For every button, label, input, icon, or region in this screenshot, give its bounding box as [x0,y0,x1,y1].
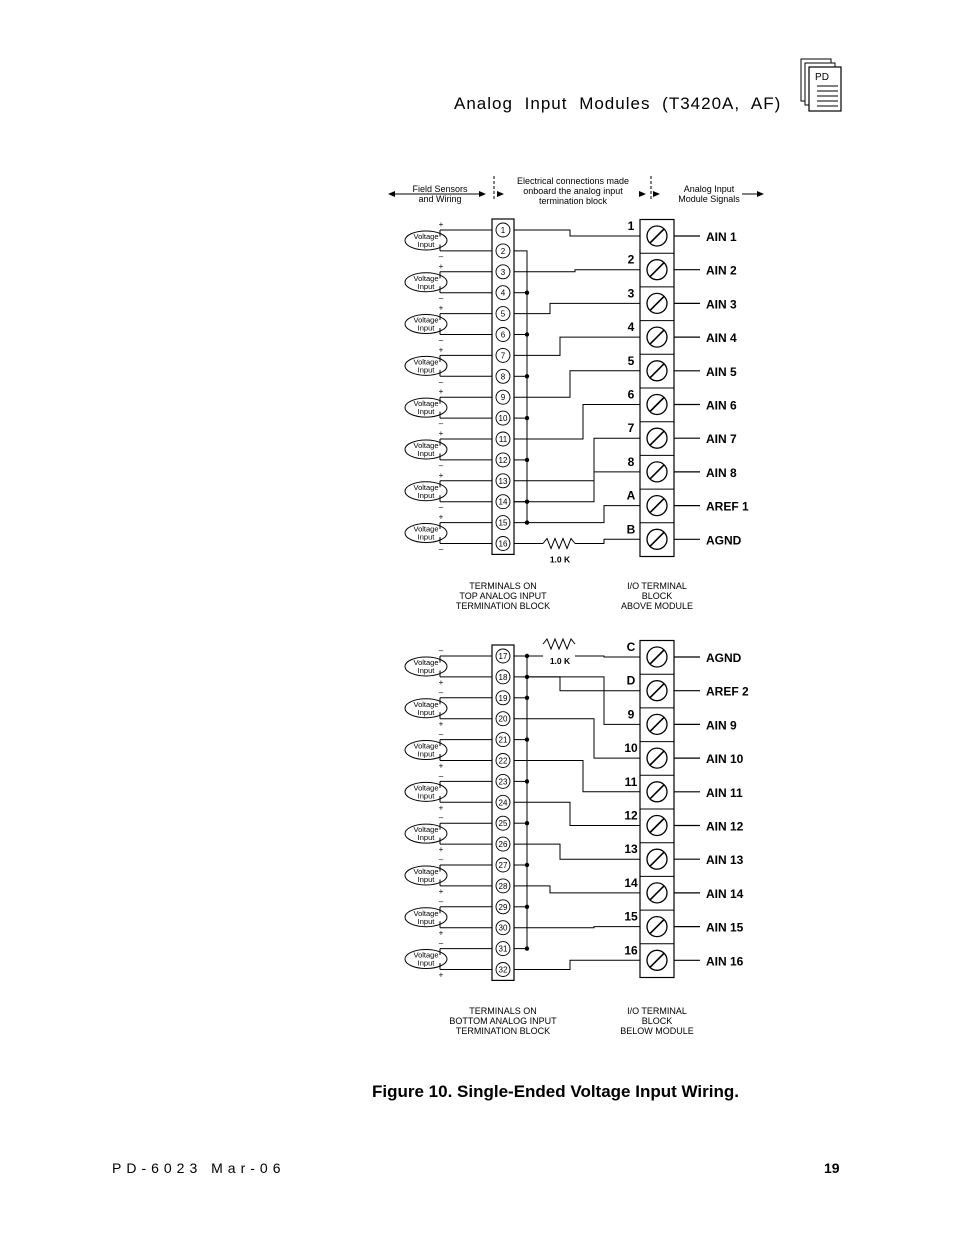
wire [514,230,640,236]
sensor-label-2: Input [417,791,435,801]
terminal-number: 1 [500,226,506,235]
module-signal-label: AIN 15 [706,920,744,935]
polarity-mark: + [438,886,444,896]
polarity-mark: – [438,729,444,739]
io-terminal-letter: A [626,488,636,503]
top-left-caption-3: TERMINATION BLOCK [455,601,551,611]
polarity-mark: + [438,345,444,355]
terminal-number: 31 [498,944,508,954]
terminal-number: 18 [498,672,508,682]
module-signal-label: AIN 5 [706,364,737,379]
polarity-mark: + [438,803,444,813]
sensor-label-2: Input [417,407,435,417]
polarity-mark: + [438,845,444,855]
terminal-number: 28 [498,881,508,891]
polarity-mark: – [438,646,444,655]
polarity-mark: – [438,502,444,512]
sensor-label-2: Input [417,365,435,375]
junction-dot [525,374,529,378]
bottom-left-caption-1: TERMINALS ON [469,1006,537,1016]
resistor-label: 1.0 K [549,554,571,565]
terminal-number: 20 [498,714,508,724]
terminal-number: 13 [498,476,508,486]
polarity-mark: – [438,771,444,781]
sensor-label-2: Input [417,532,435,542]
polarity-mark: + [438,387,444,397]
top-left-caption-1: TERMINALS ON [469,581,537,591]
wire [575,539,640,543]
sensor-label-1: Voltage [413,908,439,918]
sensor-label-1: Voltage [413,273,439,283]
sensor-label-2: Input [417,874,435,884]
terminal-number: 19 [498,693,508,703]
terminal-number: 21 [498,735,508,745]
junction-dot [525,737,529,741]
terminal-number: 7 [500,351,506,361]
terminal-number: 16 [498,539,508,549]
module-signal-label: AIN 16 [706,954,744,969]
sensor-label-1: Voltage [413,741,439,751]
region-label-onboard-3: termination block [538,196,608,206]
top-right-caption-2: BLOCK [641,591,673,601]
bottom-right-caption-3: BELOW MODULE [620,1026,694,1036]
module-signal-label: AIN 12 [706,819,744,834]
sensor-label-2: Input [417,490,435,500]
sensor-label-1: Voltage [413,399,439,409]
top-left-caption-2: TOP ANALOG INPUT [459,591,547,601]
terminal-number: 8 [500,372,506,382]
region-label-signals-2: Module Signals [678,194,740,204]
terminal-number: 17 [498,652,508,661]
io-terminal-letter: B [626,522,636,537]
sensor-label-1: Voltage [413,866,439,876]
polarity-mark: + [438,928,444,938]
polarity-mark: – [438,813,444,823]
wire [514,761,640,792]
io-terminal-letter: 7 [627,421,635,436]
wire [514,303,640,313]
junction-dot [525,863,529,867]
io-terminal-letter: D [626,673,636,688]
polarity-mark: + [438,220,444,229]
module-signal-label: AGND [706,533,742,548]
region-label-onboard-2: onboard the analog input [523,186,623,196]
wire [514,405,640,440]
resistor [543,639,575,649]
wire [514,438,640,481]
module-signal-label: AREF 1 [706,499,749,514]
sensor-label-2: Input [417,833,435,843]
sensor-label-1: Voltage [413,440,439,450]
polarity-mark: + [438,303,444,313]
polarity-mark: – [438,293,444,303]
wire [514,844,640,859]
module-signal-label: AIN 10 [706,752,744,767]
sensor-label-2: Input [417,239,435,249]
polarity-mark: – [438,335,444,345]
wire [514,472,640,502]
figure-caption: Figure 10. Single-Ended Voltage Input Wiring. [372,1082,739,1101]
io-terminal-letter: 11 [624,774,638,789]
terminal-number: 9 [500,393,506,403]
junction-dot [525,520,529,524]
terminal-number: 26 [498,840,508,850]
junction-dot [525,696,529,700]
polarity-mark: + [438,470,444,480]
terminal-number: 22 [498,756,508,766]
wire [527,677,640,691]
io-terminal-letter: 1 [627,219,635,233]
terminal-number: 11 [498,435,508,444]
top-right-caption-3: ABOVE MODULE [620,601,694,611]
module-signal-label: AIN 7 [706,432,737,447]
terminal-number: 24 [498,798,508,808]
resistor [543,539,575,549]
io-terminal-letter: 2 [627,252,635,267]
module-signal-label: AIN 13 [706,853,744,868]
region-label-signals-1: Analog Input [683,184,735,194]
io-terminal-letter: 14 [624,875,638,890]
io-terminal-letter: 12 [624,808,638,823]
sensor-label-1: Voltage [413,657,439,667]
polarity-mark: – [438,938,444,948]
region-label-field-2: and Wiring [418,194,462,204]
terminal-number: 29 [498,902,508,912]
sensor-label-1: Voltage [413,482,439,492]
wire [514,677,640,725]
sensor-label-2: Input [417,916,435,926]
module-signal-label: AIN 1 [706,230,737,244]
sensor-label-1: Voltage [413,524,439,534]
junction-dot [525,675,529,679]
terminal-number: 15 [498,518,508,528]
junction-dot [525,821,529,825]
terminal-number: 27 [498,861,508,870]
wire [514,960,640,969]
wire [514,927,640,928]
polarity-mark: – [438,896,444,906]
junction-dot [525,291,529,295]
polarity-mark: + [438,677,444,687]
terminal-number: 4 [500,288,506,298]
terminal-number: 14 [498,497,508,507]
wire [514,371,640,397]
polarity-mark: – [438,377,444,387]
junction-dot [525,416,529,420]
polarity-mark: + [438,719,444,729]
sensor-label-2: Input [417,749,435,759]
polarity-mark: – [438,855,444,864]
junction-dot [525,905,529,909]
region-label-field-1: Field Sensors [412,184,468,194]
module-signal-label: AIN 9 [706,718,737,733]
bottom-right-caption-2: BLOCK [641,1016,673,1026]
io-terminal-letter: 16 [624,943,638,958]
terminal-number: 12 [498,455,508,465]
bottom-left-caption-3: TERMINATION BLOCK [455,1026,551,1036]
io-terminal-letter: 8 [627,454,635,469]
terminal-number: 32 [498,965,508,975]
module-signal-label: AIN 8 [706,465,737,480]
io-terminal-letter: 13 [624,842,638,857]
bottom-right-caption-1: I/O TERMINAL [627,1006,687,1016]
io-terminal-letter: 15 [624,909,638,924]
wire [575,656,640,657]
junction-dot [525,500,529,504]
document-id: PD-6023 Mar-06 [112,1160,286,1176]
io-terminal-letter: C [626,640,636,654]
wire [514,506,640,523]
io-terminal-letter: 6 [627,387,635,402]
terminal-number: 3 [500,267,506,277]
io-terminal-letter: 4 [627,320,635,335]
polarity-mark: + [438,761,444,771]
logo-text: PD [815,72,829,83]
module-signal-label: AIN 6 [706,398,737,413]
sensor-label-1: Voltage [413,699,439,709]
terminal-number: 25 [498,819,508,829]
module-signal-label: AGND [706,651,742,665]
module-signal-label: AIN 4 [706,331,737,346]
sensor-label-2: Input [417,958,435,968]
module-signal-label: AIN 11 [706,785,743,800]
region-labels [388,176,764,206]
polarity-mark: – [438,419,444,429]
wire [514,270,640,272]
module-signal-label: AREF 2 [706,684,749,699]
module-signal-label: AIN 14 [706,886,744,901]
page-number: 19 [824,1160,840,1176]
io-terminal-letter: 10 [624,741,638,756]
top-right-caption-1: I/O TERMINAL [627,581,687,591]
terminal-number: 23 [498,777,508,787]
sensor-label-1: Voltage [413,950,439,960]
junction-dot [525,458,529,462]
polarity-mark: – [438,460,444,470]
wire [514,251,527,511]
polarity-mark: + [438,261,444,271]
top-wiring-section [405,219,749,565]
module-signal-label: AIN 2 [706,263,737,278]
sensor-label-1: Voltage [413,357,439,367]
terminal-number: 2 [500,246,506,256]
terminal-number: 10 [498,414,508,424]
sensor-label-1: Voltage [413,315,439,325]
sensor-label-2: Input [417,448,435,458]
junction-dot [525,654,529,658]
page-header-title: Analog Input Modules (T3420A, AF) [454,94,782,113]
io-terminal-letter: 3 [627,286,635,301]
polarity-mark: + [438,970,444,980]
sensor-label-1: Voltage [413,825,439,835]
junction-dot [525,332,529,336]
terminal-number: 30 [498,923,508,933]
module-signal-label: AIN 3 [706,297,737,312]
sensor-label-2: Input [417,707,435,717]
terminal-number: 6 [500,330,506,340]
junction-dot [525,779,529,783]
polarity-mark: – [438,544,444,554]
polarity-mark: + [438,512,444,522]
junction-dot [525,946,529,950]
wire [514,886,640,893]
sensor-label-2: Input [417,281,435,291]
sensor-label-2: Input [417,323,435,333]
sensor-label-1: Voltage [413,231,439,241]
polarity-mark: + [438,429,444,438]
wire [514,337,640,355]
sensor-label-2: Input [417,665,435,675]
sensor-label-1: Voltage [413,783,439,793]
bottom-left-caption-2: BOTTOM ANALOG INPUT [449,1016,557,1026]
polarity-mark: – [438,687,444,697]
region-label-onboard-1: Electrical connections made [516,176,630,186]
bottom-wiring-section [405,639,749,980]
io-terminal-letter: 9 [627,707,635,722]
io-terminal-letter: 5 [627,353,635,368]
polarity-mark: – [438,251,444,261]
wire [514,802,640,825]
terminal-number: 5 [500,309,506,319]
resistor-label: 1.0 K [549,656,571,666]
